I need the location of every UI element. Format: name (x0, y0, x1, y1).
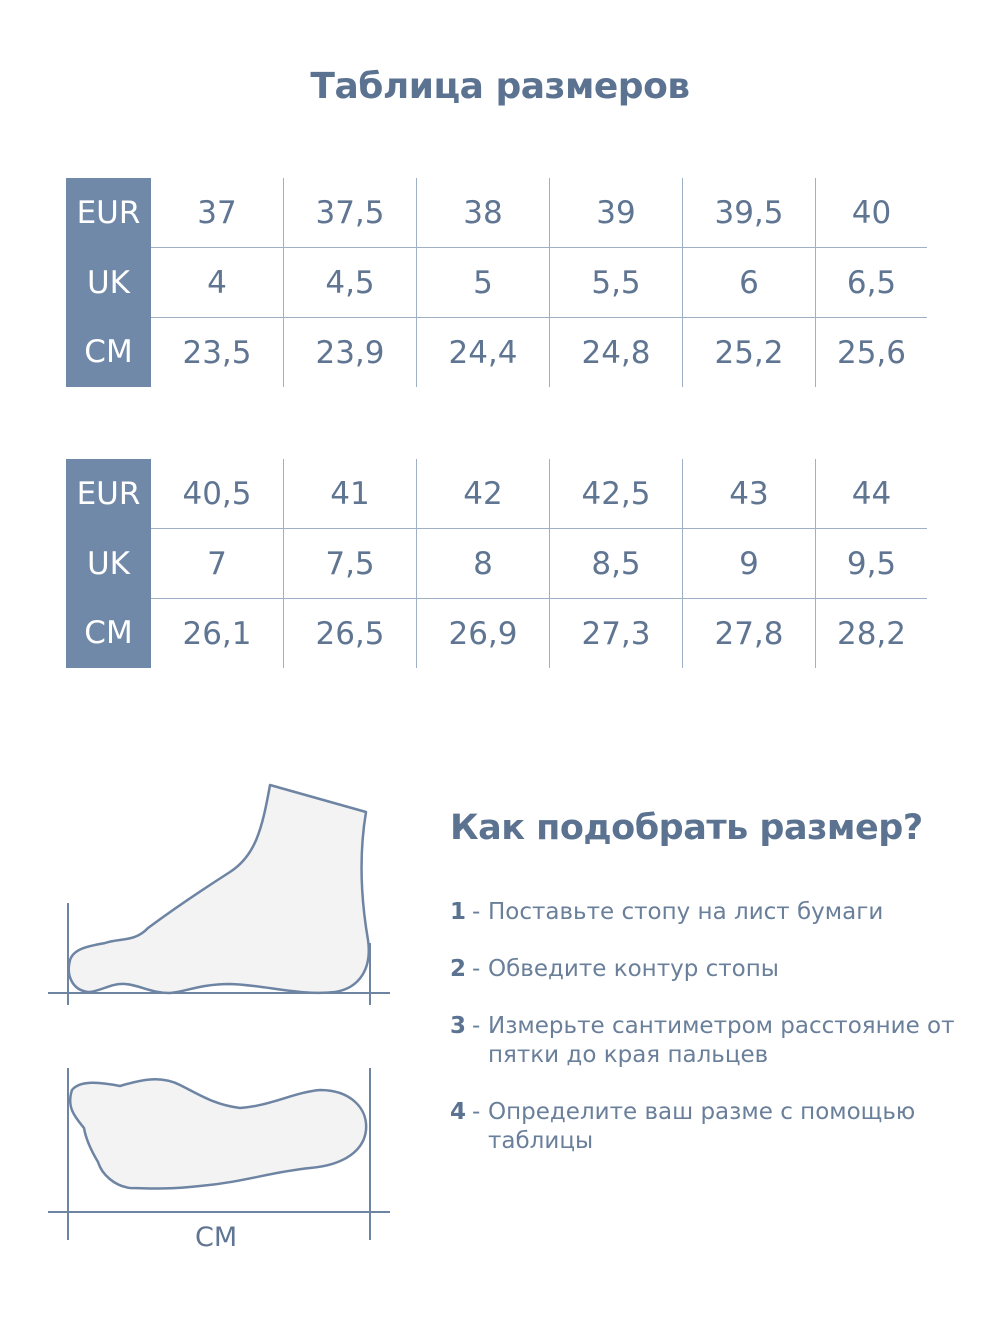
foot-diagram (0, 0, 440, 1333)
table-cell: 39 (550, 178, 683, 248)
row-label-eur: EUR (66, 178, 151, 248)
step-text: Поставьте стопу на лист бумаги (488, 899, 884, 925)
measure-label: CM (195, 1222, 238, 1253)
page-title: Таблица размеров (310, 66, 690, 107)
table-cell: 8,5 (550, 529, 683, 599)
table-cell: 25,6 (836, 334, 907, 371)
step-number: 2 (450, 956, 467, 982)
table-cell: 7 (151, 529, 284, 599)
step-number: 1 (450, 899, 467, 925)
list-item (450, 1098, 980, 1156)
table-cell: 24,4 (417, 318, 550, 388)
table-cell: 4 (151, 248, 284, 318)
table-cell: 28,2 (836, 615, 907, 652)
foot-sole-icon (70, 1079, 366, 1188)
table-cell: 26,9 (417, 599, 550, 669)
table-cell: 26,1 (151, 599, 284, 669)
table-cell: 23,5 (151, 318, 284, 388)
table-cell: 23,9 (284, 318, 417, 388)
step-dash: - (472, 899, 481, 925)
step-dash: - (472, 956, 481, 982)
step-dash: - (472, 1013, 481, 1039)
step-number: 4 (450, 1099, 467, 1125)
table-cell: 9,5 (816, 529, 928, 599)
table-cell: 24,8 (550, 318, 683, 388)
table-cell: 6,5 (816, 248, 928, 318)
step-number: 3 (450, 1013, 467, 1039)
table-cell: 38 (417, 178, 550, 248)
table-cell: 42 (417, 459, 550, 529)
table-cell: 43 (683, 459, 816, 529)
list-item (450, 955, 980, 984)
table-cell: 41 (284, 459, 417, 529)
foot-side-icon (69, 785, 369, 993)
table-cell: 8 (417, 529, 550, 599)
table-cell: 4,5 (284, 248, 417, 318)
table-cell: 40,5 (151, 459, 284, 529)
table-cell: 5 (417, 248, 550, 318)
table-cell: 37 (151, 178, 284, 248)
table-cell: 37,5 (284, 178, 417, 248)
step-text: Измерьте сантиметром расстояние от пятки до края пальцев (488, 1013, 955, 1068)
row-label-uk: UK (66, 529, 151, 599)
list-item (450, 1012, 980, 1070)
row-label-cm: CM (66, 318, 151, 388)
table-cell: 6 (683, 248, 816, 318)
row-label-cm: CM (66, 599, 151, 669)
table-cell: 26,5 (284, 599, 417, 669)
table-cell: 27,3 (550, 599, 683, 669)
step-text: Обведите контур стопы (488, 956, 779, 982)
table-cell: 25,2 (683, 318, 816, 388)
table-cell: 5,5 (550, 248, 683, 318)
table-cell: 42,5 (550, 459, 683, 529)
step-text: Определите ваш разме с помощью таблицы (488, 1099, 916, 1154)
table-cell: 27,8 (683, 599, 816, 669)
step-dash: - (472, 1099, 481, 1125)
row-label-eur: EUR (66, 459, 151, 529)
table-cell: 44 (816, 459, 928, 529)
table-cell: 39,5 (683, 178, 816, 248)
list-item (450, 898, 980, 927)
howto-title: Как подобрать размер? (450, 808, 923, 848)
table-cell: 40 (816, 178, 928, 248)
table-cell: 7,5 (284, 529, 417, 599)
table-cell: 9 (683, 529, 816, 599)
row-label-uk: UK (66, 248, 151, 318)
